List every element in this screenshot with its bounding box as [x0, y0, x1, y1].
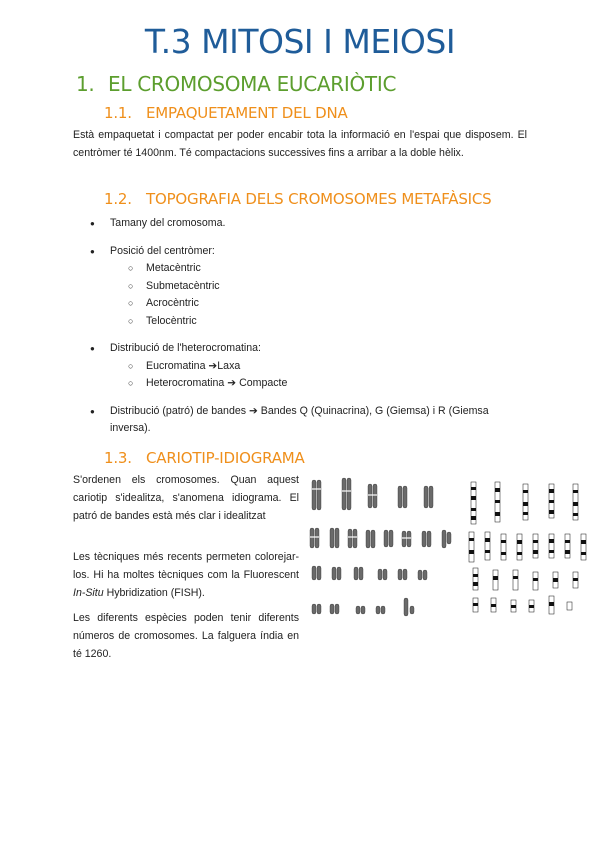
page-title: T.3 MITOSI I MEIOSI — [144, 22, 456, 61]
topography-list — [90, 215, 530, 438]
section-1-heading — [76, 72, 396, 96]
sublist-item: ○ Heterocromatina ➔ Compacte — [110, 375, 530, 393]
sublist-item: ○ Metacèntric — [110, 260, 530, 278]
centromere-sublist — [110, 260, 530, 330]
section-1-3-number: 1.3. — [104, 449, 132, 467]
list-item: ● Posició del centròmer: ○ Metacèntric ○ Submetacèntric ○ Acrocèntric ○ Telocèntric — [90, 243, 530, 331]
section-1-2-number: 1.2. — [104, 190, 132, 208]
section-1-1-title: EMPAQUETAMENT DEL DNA — [146, 104, 348, 122]
sublist-item: ○ Submetacèntric — [110, 278, 530, 296]
idiogram-image — [465, 478, 595, 618]
section-1-2-title: TOPOGRAFIA DELS CROMOSOMES METAFÀSICS — [146, 190, 492, 208]
section-1-1-paragraph: Està empaquetat i compactat per poder encabir tota la informació en l'espai que disposem. El centròmer té 1400nm. Té compactacions successives fins a arribar a la doble hèlix. — [73, 129, 527, 159]
list-item: ● Tamany del cromosoma. — [90, 215, 530, 233]
section-1-title: EL CROMOSOMA EUCARIÒTIC — [108, 72, 397, 96]
sublist-item: ○ Acrocèntric — [110, 295, 530, 313]
sublist-item: ○ Eucromatina ➔Laxa — [110, 358, 530, 376]
list-item: ● Distribució (patró) de bandes ➔ Bandes Q (Quinacrina), G (Giemsa) i R (Giemsa inversa). — [90, 403, 530, 438]
sublist-item: ○ Telocèntric — [110, 313, 530, 331]
section-1-1-heading — [104, 104, 348, 122]
karyotype-paragraph-3: Les diferents espècies poden tenir diferents números de cromosomes. La falguera índia en té 1260. — [73, 612, 299, 660]
list-item: ● Distribució de l'heterocromatina: ○ Eucromatina ➔Laxa ○ Heterocromatina ➔ Compacte — [90, 340, 530, 393]
section-1-1-number: 1.1. — [104, 104, 132, 122]
section-1-3-title: CARIOTIP-IDIOGRAMA — [146, 449, 305, 467]
section-1-3-heading — [104, 449, 305, 467]
karyotype-paragraph-1: S'ordenen els cromosomes. Quan aquest cariotip s'idealitza, s'anomena idiograma. El patró de bandes està més clar i idealitzat — [73, 474, 299, 522]
karyotype-image — [306, 474, 456, 624]
section-1-number: 1. — [76, 72, 95, 96]
section-1-2-heading — [104, 190, 492, 208]
karyotype-paragraph-2: Les tècniques més recents permeten colorejar-los. Hi ha moltes tècniques com la Fluorescent In-Situ Hybridization (FISH). — [73, 551, 299, 599]
heterochromatin-sublist — [110, 358, 530, 393]
